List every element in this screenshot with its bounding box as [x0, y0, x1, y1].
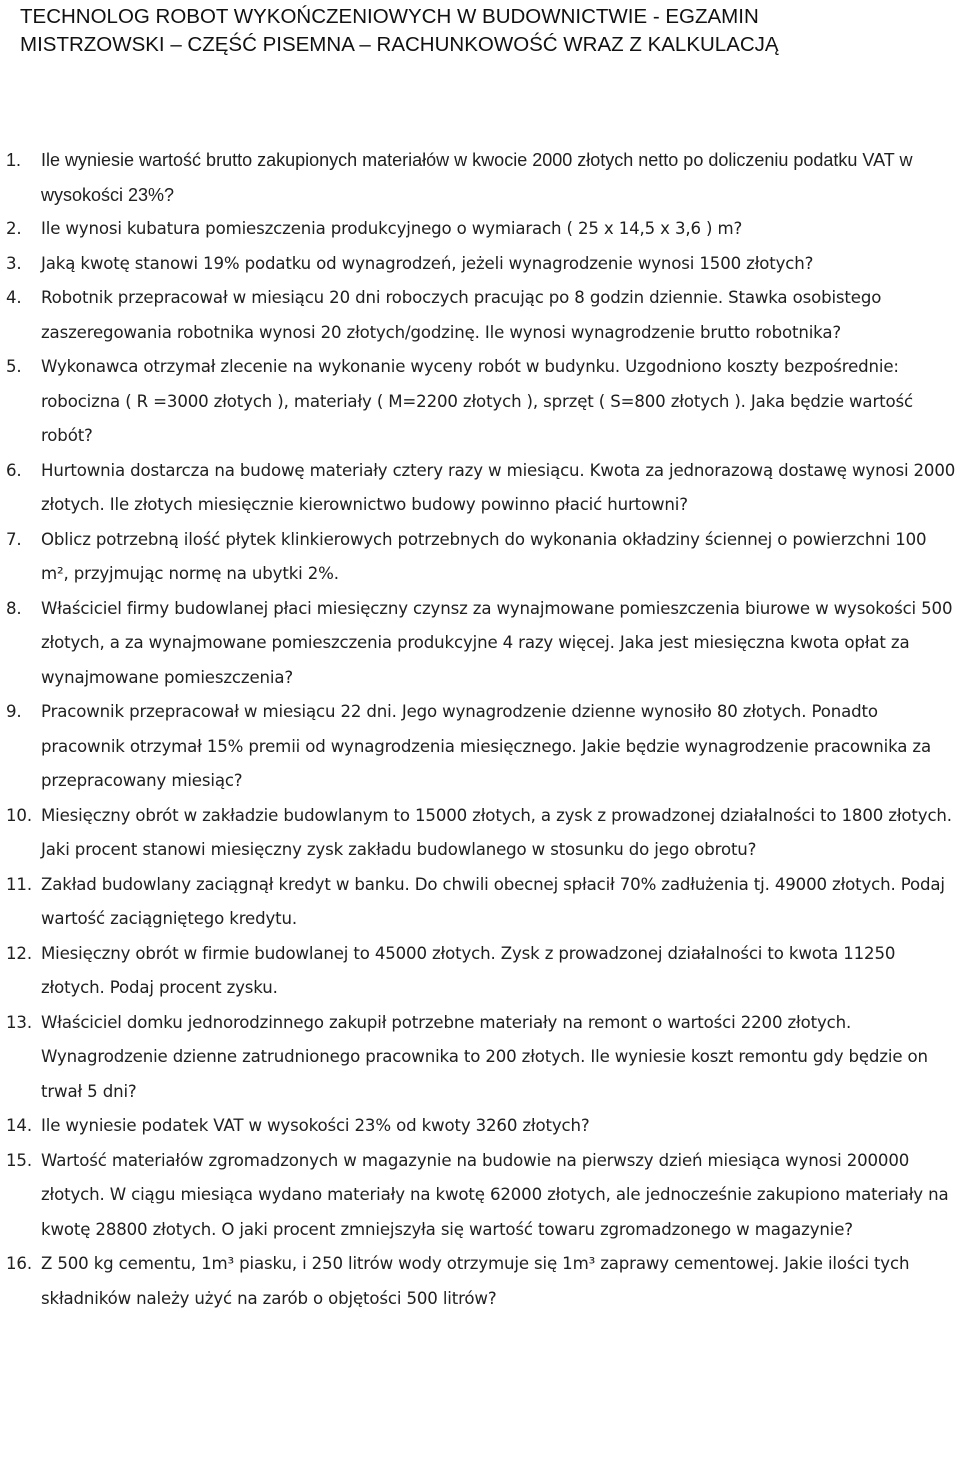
question-number: 12. — [6, 943, 32, 963]
question-item — [0, 350, 960, 454]
question-number: 9. — [6, 702, 22, 721]
question-text: Robotnik przepracował w miesiącu 20 dni roboczych pracując po 8 godzin dziennie. Stawka osobistego zaszeregowania robotnika wynosi 20 złotych/godzinę. Ile wynosi wynagrodzenie brutto robotnika? — [41, 288, 882, 342]
question-text: Jaką kwotę stanowi 19% podatku od wynagrodzeń, jeżeli wynagrodzenie wynosi 1500 złotych? — [41, 253, 814, 273]
question-item — [0, 281, 960, 350]
question-number: 15. — [6, 1150, 32, 1170]
question-text: Z 500 kg cementu, 1m³ piasku, i 250 litrów wody otrzymuje się 1m³ zaprawy cementowej. Jakie ilości tych składników należy użyć na zarób o objętości 500 litrów? — [41, 1254, 910, 1308]
question-item — [0, 1247, 960, 1316]
question-number: 4. — [6, 288, 22, 307]
question-text: Miesięczny obrót w zakładzie budowlanym to 15000 złotych, a zysk z prowadzonej działalności to 1800 złotych. Jaki procent stanowi miesięczny zysk zakładu budowlanego w stosunku do jego obrotu? — [41, 805, 952, 859]
question-item — [0, 212, 960, 247]
question-number: 2. — [6, 219, 22, 238]
question-item — [0, 523, 960, 592]
question-text: Ile wyniesie podatek VAT w wysokości 23% od kwoty 3260 złotych? — [41, 1116, 590, 1135]
question-item — [0, 1006, 960, 1110]
question-text: Ile wyniesie wartość brutto zakupionych materiałów w kwocie 2000 złotych netto po doliczeniu podatku VAT w wysokości 23%? — [41, 150, 913, 205]
question-text: Zakład budowlany zaciągnął kredyt w banku. Do chwili obecnej spłacił 70% zadłużenia tj. 49000 złotych. Podaj wartość zaciągniętego kredytu. — [41, 874, 945, 928]
question-number: 10. — [6, 805, 32, 825]
question-text: Hurtownia dostarcza na budowę materiały cztery razy w miesiącu. Kwota za jednorazową dostawę wynosi 2000 złotych. Ile złotych miesięcznie kierownictwo budowy powinno płacić hurtowni? — [41, 460, 956, 514]
question-item — [0, 1109, 960, 1144]
question-item — [0, 247, 960, 282]
question-number: 11. — [6, 874, 32, 894]
question-text: Właściciel domku jednorodzinnego zakupił potrzebne materiały na remont o wartości 2200 złotych. Wynagrodzenie dzienne zatrudnionego pracownika to 200 złotych. Ile wyniesie koszt remontu gdy będzie on trwał 5 dni? — [41, 1012, 928, 1101]
question-text: Oblicz potrzebną ilość płytek klinkierowych potrzebnych do wykonania okładziny ściennej o powierzchni 100 m², przyjmując normę na ubytki 2%. — [41, 529, 927, 583]
question-text: Wykonawca otrzymał zlecenie na wykonanie wyceny robót w budynku. Uzgodniono koszty bezpośrednie: robocizna ( R =3000 złotych ), materiały ( M=2200 złotych ), sprzęt ( S=800 złotych ). Jaka będzie wartość robót? — [41, 357, 913, 445]
question-number: 14. — [6, 1116, 32, 1135]
question-number: 6. — [6, 460, 22, 480]
question-text: Właściciel firmy budowlanej płaci miesięczny czynsz za wynajmowane pomieszczenia biurowe w wysokości 500 złotych, a za wynajmowane pomieszczenia produkcyjne 4 razy więcej. Jaka jest miesięczna kwota opłat za wynajmowane pomieszczenia? — [41, 598, 953, 687]
question-text: Ile wynosi kubatura pomieszczenia produkcyjnego o wymiarach ( 25 x 14,5 x 3,6 ) m? — [41, 219, 743, 238]
question-item — [0, 454, 960, 523]
question-text: Wartość materiałów zgromadzonych w magazynie na budowie na pierwszy dzień miesiąca wynosi 200000 złotych. W ciągu miesiąca wydano materiały na kwotę 62000 złotych, ale jednocześnie zakupiono materiały na kwotę 28800 złotych. O jaki procent zmniejszyła się wartość towaru zgromadzonego w magazynie? — [41, 1150, 949, 1239]
title-line-2: MISTRZOWSKI – CZĘŚĆ PISEMNA – RACHUNKOWOŚĆ WRAZ Z KALKULACJĄ — [20, 33, 779, 56]
question-list — [0, 143, 960, 1316]
question-item — [0, 937, 960, 1006]
question-number: 8. — [6, 598, 22, 618]
question-item — [0, 695, 960, 799]
question-number: 16. — [6, 1254, 32, 1273]
question-number: 13. — [6, 1012, 32, 1032]
page-title — [20, 3, 950, 59]
question-text: Pracownik przepracował w miesiącu 22 dni. Jego wynagrodzenie dzienne wynosiło 80 złotych. Ponadto pracownik otrzymał 15% premii od wynagrodzenia miesięcznego. Jakie będzie wynagrodzenie pracownika za przepracowany miesiąc? — [41, 702, 932, 790]
question-number: 3. — [6, 253, 22, 273]
question-item — [0, 1144, 960, 1248]
question-item — [0, 799, 960, 868]
question-item — [0, 143, 960, 212]
question-number: 1. — [6, 150, 22, 170]
question-text: Miesięczny obrót w firmie budowlanej to 45000 złotych. Zysk z prowadzonej działalności to kwota 11250 złotych. Podaj procent zysku. — [41, 943, 896, 997]
question-number: 7. — [6, 529, 22, 549]
title-line-1: TECHNOLOG ROBOT WYKOŃCZENIOWYCH W BUDOWNICTWIE - EGZAMIN — [20, 5, 759, 28]
question-item — [0, 592, 960, 696]
question-item — [0, 868, 960, 937]
question-number: 5. — [6, 357, 22, 376]
